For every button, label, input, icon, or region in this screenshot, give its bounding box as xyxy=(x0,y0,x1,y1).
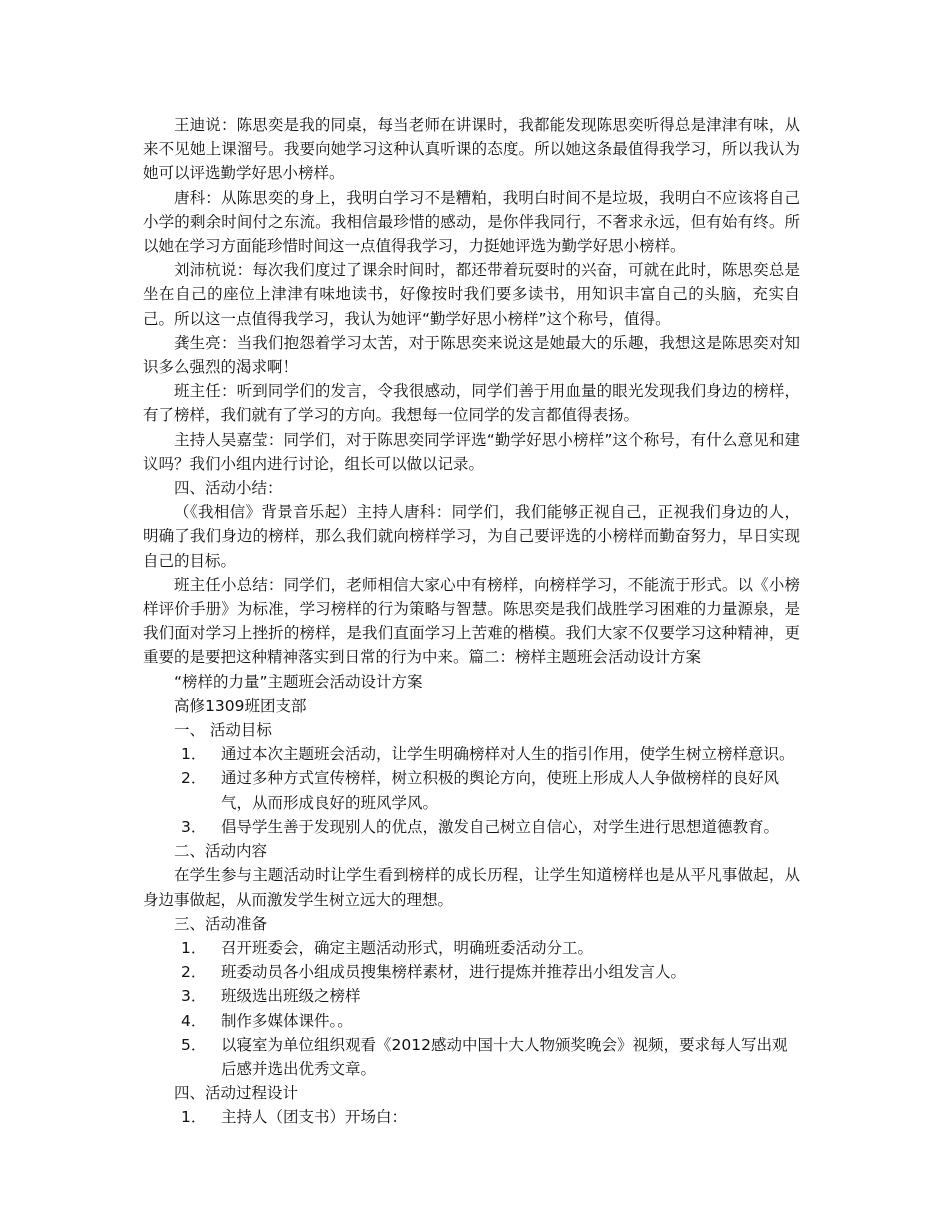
process-list xyxy=(143,1105,800,1129)
list-number: 1． xyxy=(181,938,207,957)
class-name: 高修1309班团支部 xyxy=(174,696,307,715)
list-text: 班委动员各小组成员搜集榜样素材，进行提炼并推荐出小组发言人。 xyxy=(221,963,687,982)
list-item xyxy=(143,960,800,984)
paragraph: 在学生参与主题活动时让学生看到榜样的成长历程，让学生知道榜样也是从平凡事做起，从身边事做起，从而激发学生树立远大的理想。 xyxy=(143,866,800,909)
list-item xyxy=(143,936,800,960)
prep-list xyxy=(143,936,800,1081)
paragraph: 班主任小总结：同学们，老师相信大家心中有榜样，向榜样学习，不能流于形式。以《小榜样评价手册》为标准，学习榜样的行为策略与智慧。陈思奕是我们战胜学习困难的力量源泉，是我们面对学习上挫折的榜样，是我们直面学习上苦难的楷模。我们大家不仅要学习这种精神，更重要的是要把这种精神落实到日常的行为中来。篇二：榜样主题班会活动设计方案 xyxy=(143,575,800,667)
list-text: 以寝室为单位组织观看《2012感动中国十大人物颁奖晚会》视频，要求每人写出观后感并选出优秀文章。 xyxy=(221,1035,788,1078)
list-number: 1． xyxy=(181,745,207,764)
paragraph: 龚生亮：当我们抱怨着学习太苦，对于陈思奕来说这是她最大的乐趣，我想这是陈思奕对知识多么强烈的渴求啊！ xyxy=(143,333,800,377)
section-heading: 四、活动过程设计 xyxy=(174,1084,299,1103)
list-number: 1． xyxy=(181,1108,207,1127)
list-text: 班级选出班级之榜样 xyxy=(221,987,361,1006)
list-item xyxy=(143,742,800,766)
list-item xyxy=(143,984,800,1008)
list-item xyxy=(143,1033,800,1081)
list-number: 4． xyxy=(181,1011,207,1030)
list-text: 通过多种方式宣传榜样，树立积极的舆论方向，使班上形成人人争做榜样的良好风气，从而形成良好的班风学风。 xyxy=(221,769,780,812)
list-text: 倡导学生善于发现别人的优点，激发自己树立自信心，对学生进行思想道德教育。 xyxy=(221,817,780,836)
section-heading: 三、活动准备 xyxy=(174,914,268,933)
section-heading: 一、 活动目标 xyxy=(174,721,272,740)
paragraph: 唐科：从陈思奕的身上，我明白学习不是糟粕，我明白时间不是垃圾，我明白不应该将自己小学的剩余时间付之东流。我相信最珍惜的感动，是你伴我同行，不奢求永远，但有始有终。所以她在学习方面能珍惜时间这一点值得我学习，力挺她评选为勤学好思小榜样。 xyxy=(143,188,800,256)
document-title: “榜样的力量”主题班会活动设计方案 xyxy=(174,672,423,691)
list-item xyxy=(143,766,800,814)
list-item xyxy=(143,1009,800,1033)
goals-list xyxy=(143,742,800,839)
list-number: 2． xyxy=(181,963,207,982)
list-text: 制作多媒体课件。。 xyxy=(221,1011,353,1030)
paragraph: （《我相信》背景音乐起）主持人唐科：同学们，我们能够正视自己，正视我们身边的人，明确了我们身边的榜样，那么我们就向榜样学习，为自己要评选的小榜样而勤奋努力，早日实现自己的目标。 xyxy=(143,503,800,570)
section-heading: 四、活动小结： xyxy=(174,479,283,498)
section-heading: 二、活动内容 xyxy=(174,842,268,861)
list-number: 2． xyxy=(181,769,207,788)
list-text: 召开班委会，确定主题活动形式，明确班委活动分工。 xyxy=(221,938,594,957)
list-text: 通过本次主题班会活动，让学生明确榜样对人生的指引作用，使学生树立榜样意识。 xyxy=(221,745,795,764)
list-item xyxy=(143,1105,800,1129)
list-item xyxy=(143,815,800,839)
paragraph: 班主任：听到同学们的发言，令我很感动，同学们善于用血量的眼光发现我们身边的榜样，有了榜样，我们就有了学习的方向。我想每一位同学的发言都值得表扬。 xyxy=(143,382,800,425)
list-number: 3． xyxy=(181,987,207,1006)
paragraph: 王迪说：陈思奕是我的同桌，每当老师在讲课时，我都能发现陈思奕听得总是津津有味，从来不见她上课溜号。我要向她学习这种认真听课的态度。所以她这条最值得我学习，所以我认为她可以评选勤学好思小榜样。 xyxy=(143,116,800,183)
paragraph: 主持人吴嘉莹：同学们，对于陈思奕同学评选“勤学好思小榜样”这个称号，有什么意见和建议吗？我们小组内进行讨论，组长可以做以记录。 xyxy=(143,430,800,473)
paragraph: 刘沛杭说：每次我们度过了课余时间时，都还带着玩耍时的兴奋，可就在此时，陈思奕总是坐在自己的座位上津津有味地读书，好像按时我们要多读书，用知识丰富自己的头脑，充实自己。所以这一点值得我学习，我认为她评“勤学好思小榜样”这个称号，值得。 xyxy=(143,261,800,328)
list-number: 3． xyxy=(181,817,207,836)
list-number: 5． xyxy=(181,1035,207,1054)
list-text: 主持人（团支书）开场白： xyxy=(221,1108,408,1127)
